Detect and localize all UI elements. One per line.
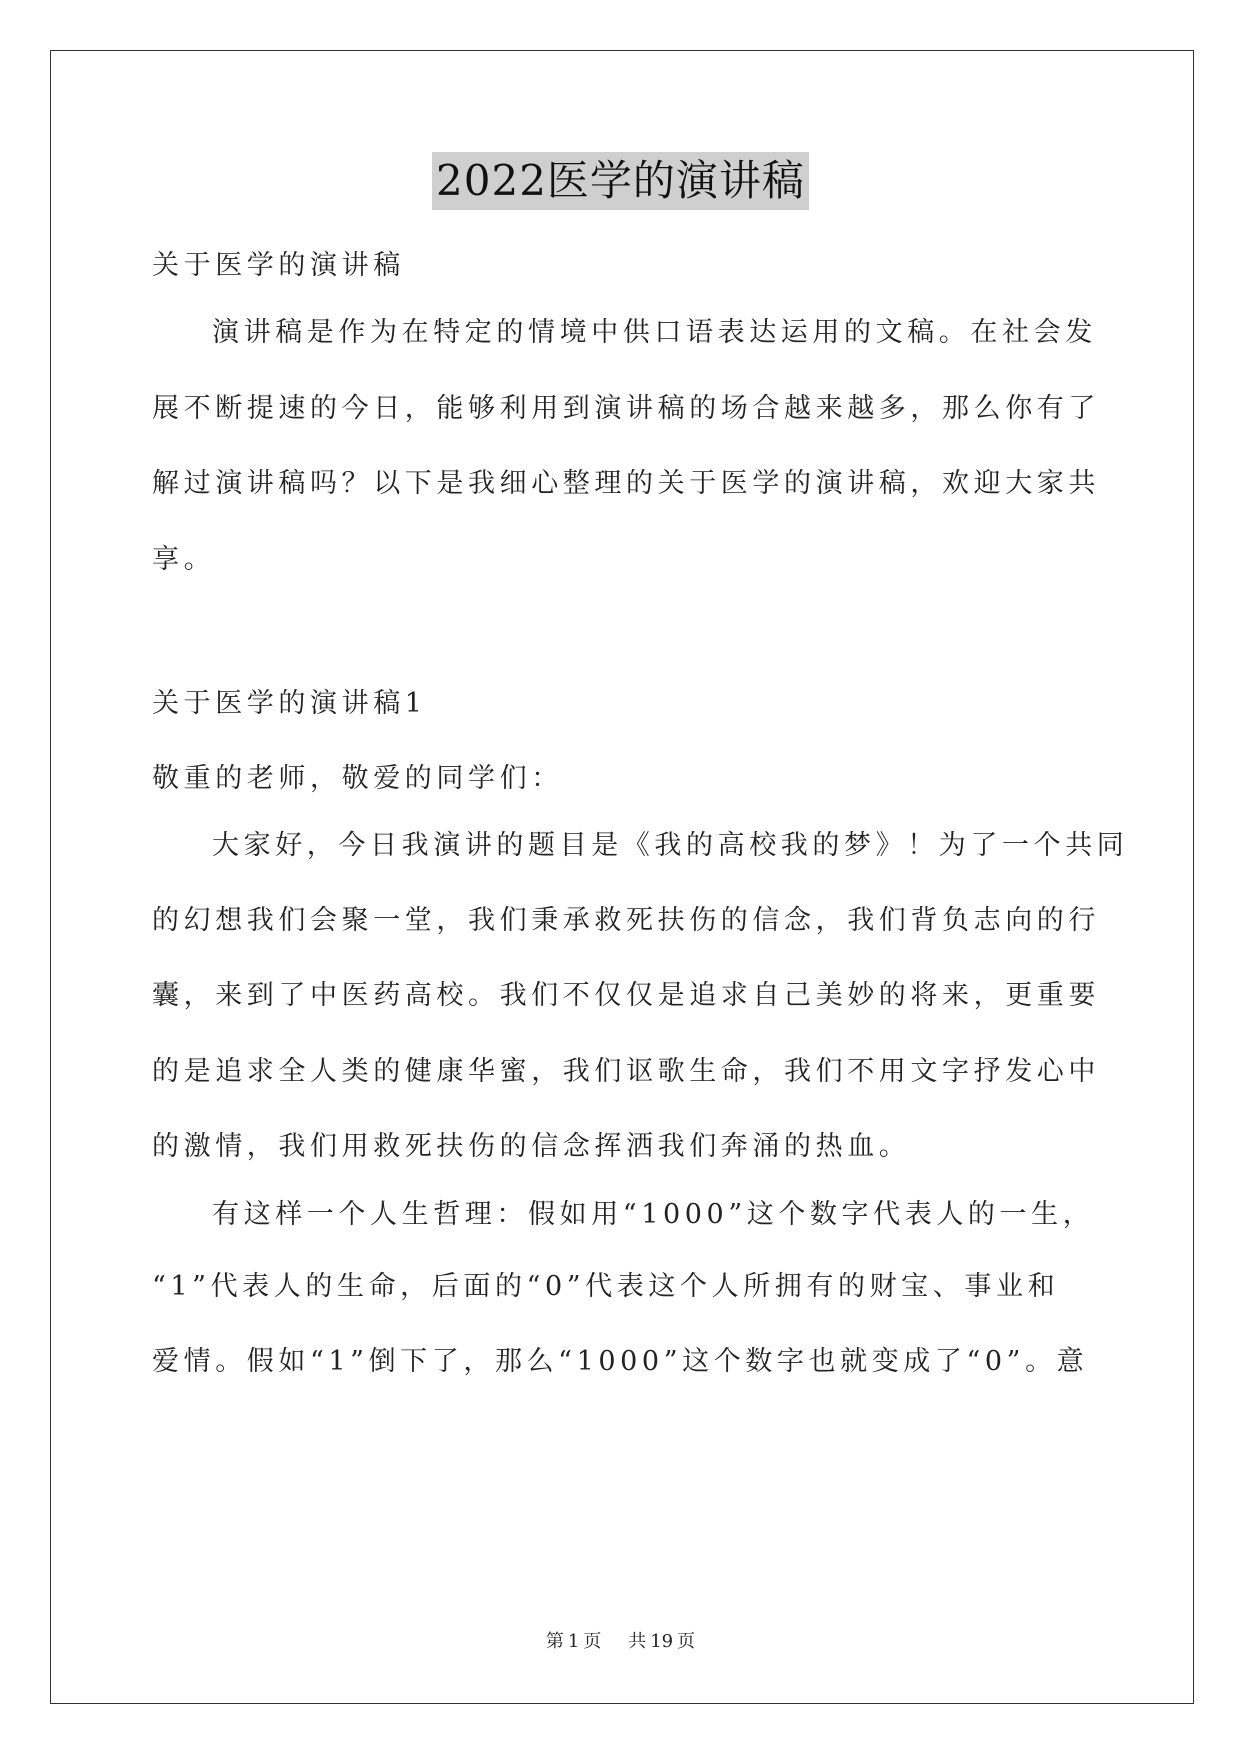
paragraph-line: 展不断提速的今日，能够利用到演讲稿的场合越来越多，那么你有了 [152, 393, 1100, 424]
paragraph-line: 解过演讲稿吗？以下是我细心整理的关于医学的演讲稿，欢迎大家共 [152, 468, 1100, 499]
footer-total-prefix: 共 [628, 1631, 647, 1652]
paragraph-line: 享。 [152, 544, 216, 575]
paragraph-line: 大家好，今日我演讲的题目是《我的高校我的梦》！为了一个共同 [212, 830, 1129, 861]
title-container [0, 152, 1241, 210]
section-heading: 关于医学的演讲稿1 [152, 688, 427, 719]
footer-page-prefix: 第 [545, 1631, 564, 1652]
paragraph-line: 囊，来到了中医药高校。我们不仅仅是追求自己美妙的将来，更重要 [152, 980, 1100, 1011]
paragraph-line: “1”代表人的生命，后面的“0”代表这个人所拥有的财宝、事业和 [152, 1271, 1060, 1302]
footer-total-pages: 19 [650, 1631, 674, 1652]
footer-total-suffix: 页 [677, 1631, 696, 1652]
document-title: 2022医学的演讲稿 [432, 152, 809, 210]
paragraph-line: 的是追求全人类的健康华蜜，我们讴歌生命，我们不用文字抒发心中 [152, 1056, 1100, 1087]
footer-page-suffix: 页 [583, 1631, 602, 1652]
footer-page-number: 1 [567, 1631, 580, 1652]
paragraph-line: 的幻想我们会聚一堂，我们秉承救死扶伤的信念，我们背负志向的行 [152, 905, 1100, 936]
salutation: 敬重的老师，敬爱的同学们： [152, 763, 563, 794]
page-footer [0, 1630, 1241, 1654]
section-heading: 关于医学的演讲稿 [152, 250, 405, 281]
paragraph-line: 的激情，我们用救死扶伤的信念挥洒我们奔涌的热血。 [152, 1131, 911, 1162]
page-border [50, 50, 1194, 1704]
paragraph-line: 有这样一个人生哲理：假如用“1000”这个数字代表人的一生， [212, 1199, 1095, 1230]
paragraph-line: 演讲稿是作为在特定的情境中供口语表达运用的文稿。在社会发 [212, 317, 1097, 348]
paragraph-line: 爱情。假如“1”倒下了，那么“1000”这个数字也就变成了“0”。意 [152, 1346, 1089, 1377]
